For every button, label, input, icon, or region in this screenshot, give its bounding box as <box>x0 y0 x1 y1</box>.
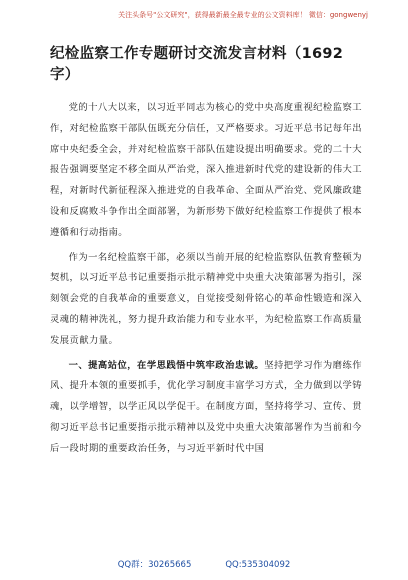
footer-contacts <box>0 558 408 570</box>
section-1-body: 坚持把学习作为磨练作风、提升本领的重要抓手，优化学习制度丰富学习方式，全力做到以学铸魂，以学增智，以学正风以学促干。在制度方面，坚持将学习、宣传、贯彻习近平总书记重要指示批示精神以及党中央重大决策部署作为当前和今后一段时期的重要政治任务，与习近平新时代中国 <box>50 359 362 454</box>
paragraph-intro: 党的十八大以来，以习近平同志为核心的党中央高度重视纪检监察工作，对纪检监察干部队伍既充分信任，又严格要求。习近平总书记每年出席中央纪委全会，并对纪检监察干部队伍建设提出明确要求。党的二十大报告强调要坚定不移全面从严治党，深入推进新时代党的建设新的伟大工程，对新时代新征程深入推进党的自我革命、全面从严治党、党风廉政建设和反腐败斗争作出全面部署，为新形势下做好纪检监察工作提供了根本遵循和行动指南。 <box>50 102 362 238</box>
header-note: 关注头条号"公文研究"，获得最新最全最专业的公文资料库！ 微信：gongwenyj <box>118 11 368 19</box>
document-title: 纪检监察工作专题研讨交流发言材料（1692字） <box>50 46 344 83</box>
footer-qq: QQ:535304092 <box>225 560 291 570</box>
footer-qq-group: QQ群：30265665 <box>117 560 192 570</box>
paragraph-role: 作为一名纪检监察干部，必须以当前开展的纪检监察队伍教育整顿为契机，以习近平总书记重要指示批示精神党中央重大决策部署为指引，深刻领会党的自我革命的重要意义，自觉接受刻骨铭心的革命性锻造和深入灵魂的精神洗礼，努力提升政治能力和专业水平，为纪检监察工作高质量发展贡献力量。 <box>50 251 362 346</box>
document-page <box>50 44 362 464</box>
paragraph-section-1 <box>50 356 362 460</box>
section-1-heading: 一、提高站位，在学思践悟中筑牢政治忠诚。 <box>68 359 265 371</box>
